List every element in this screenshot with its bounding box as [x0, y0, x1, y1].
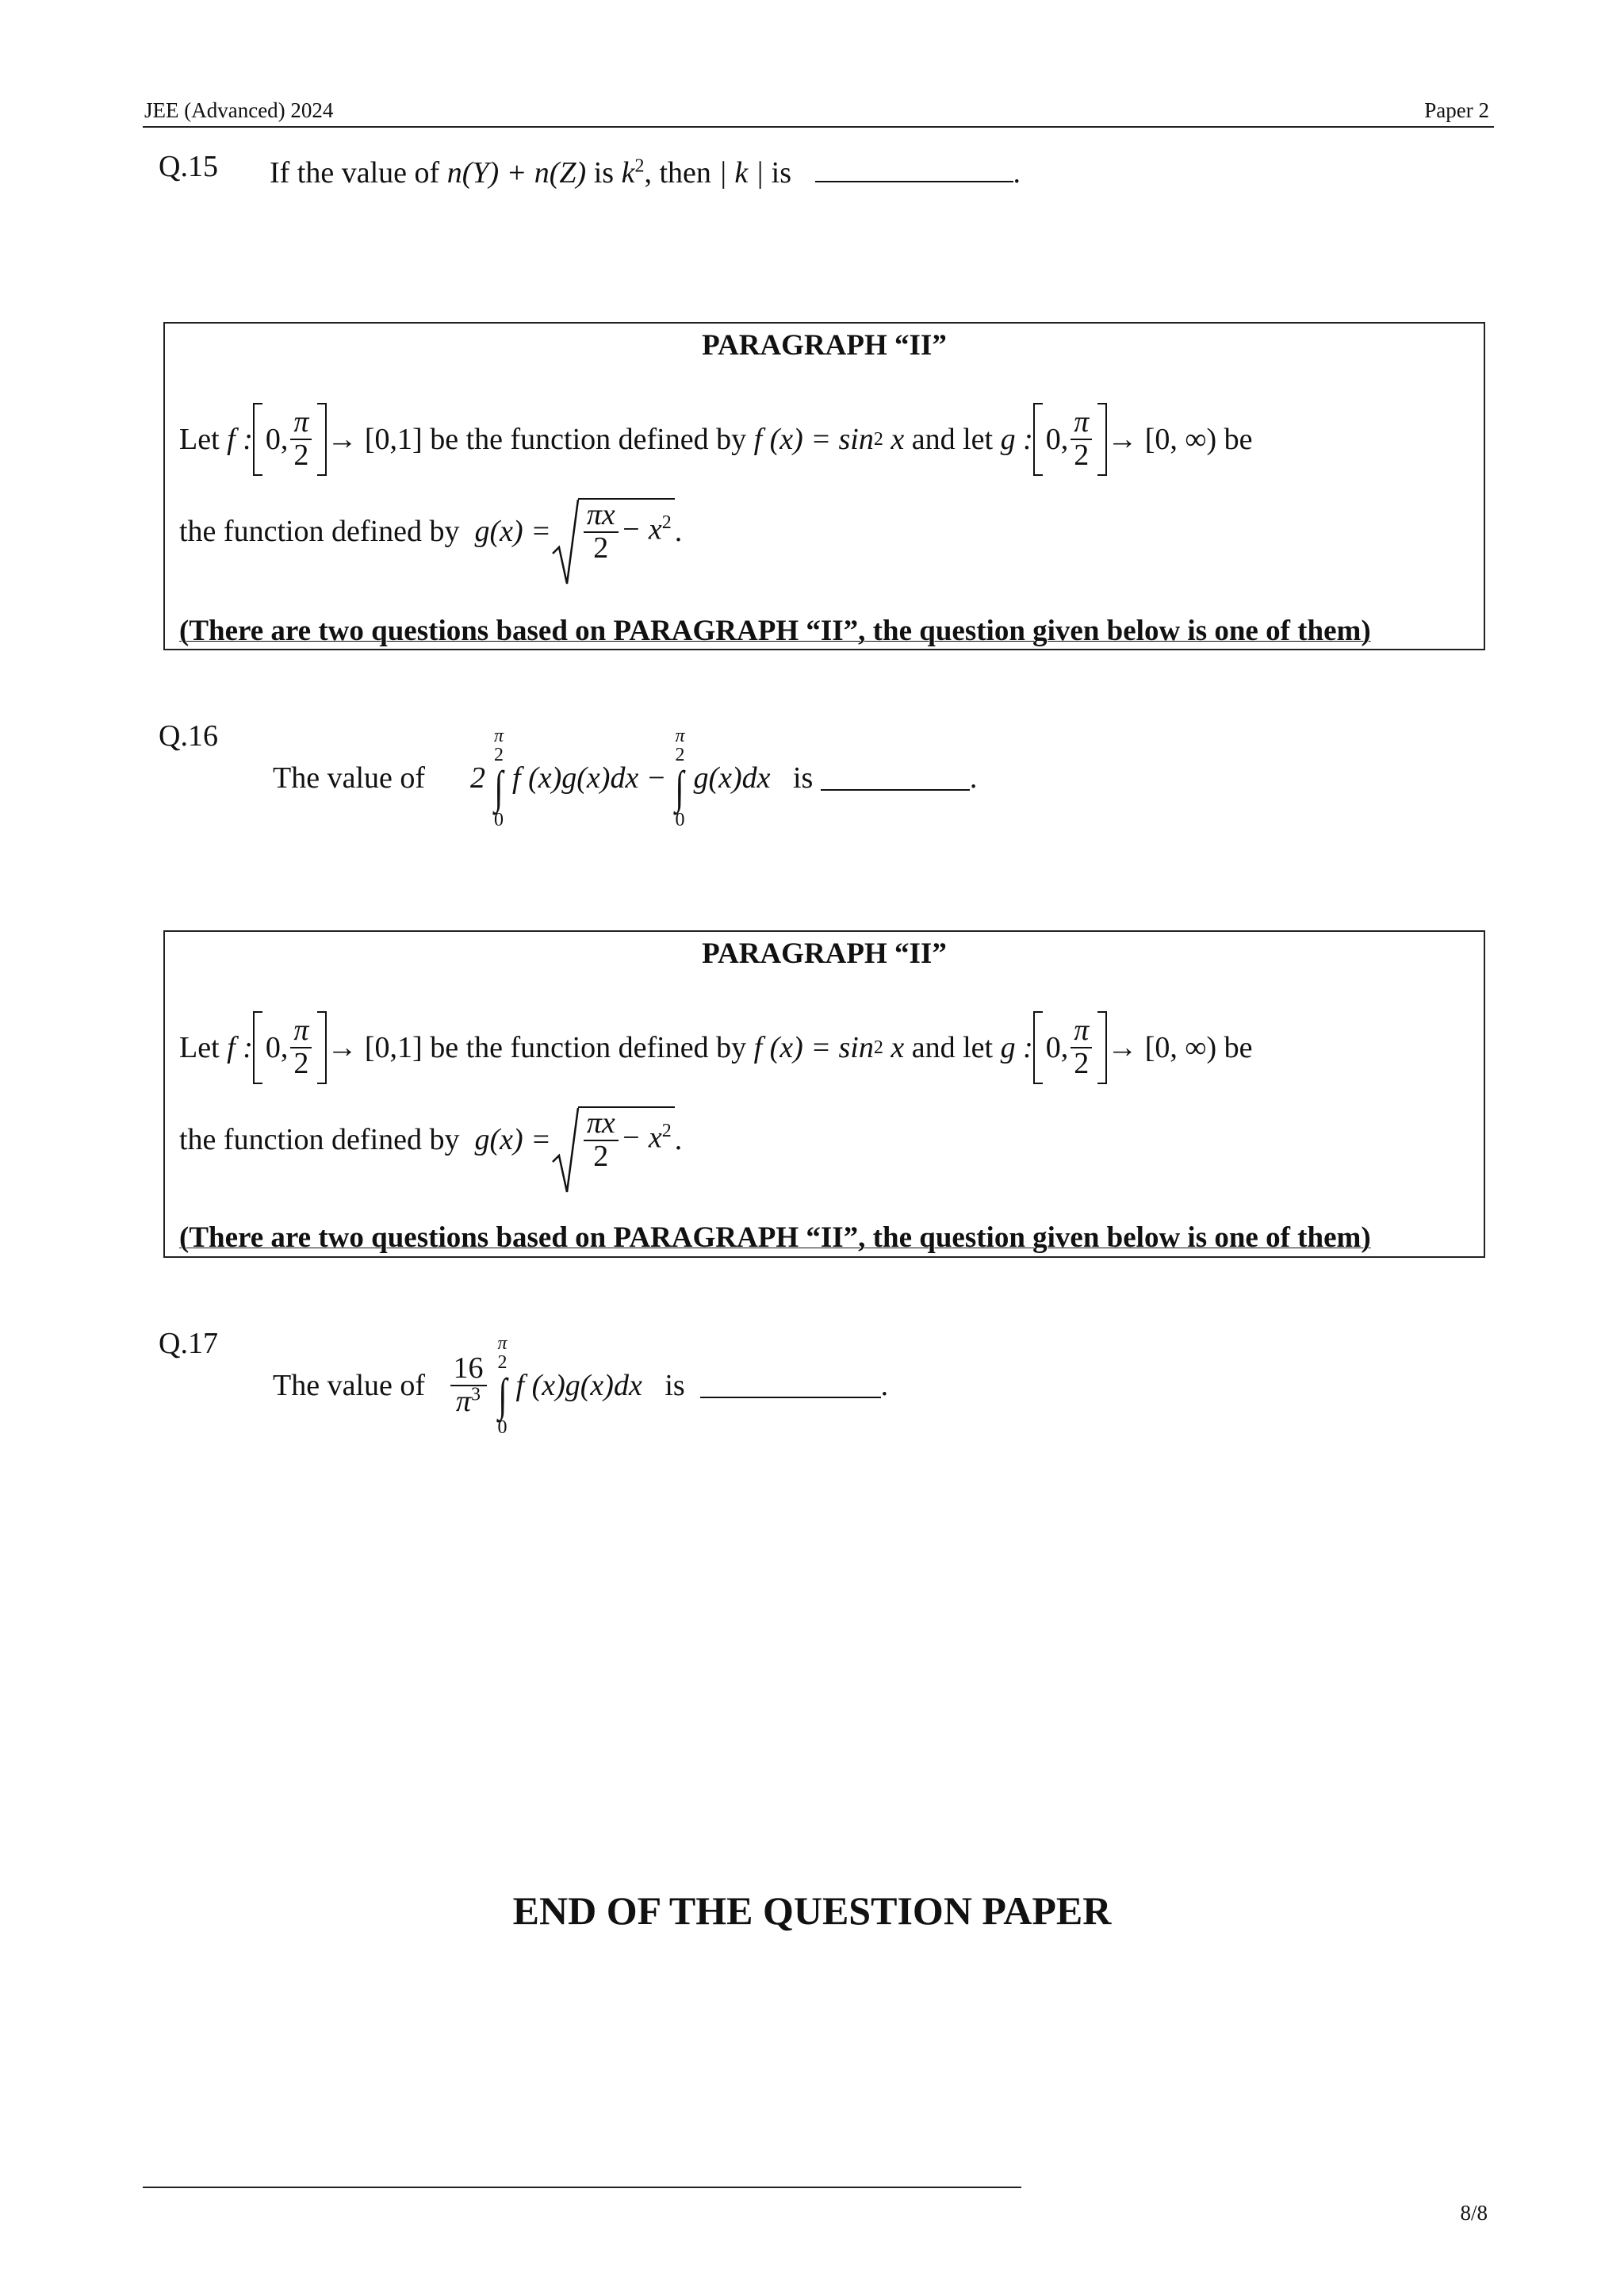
- radical-sign-icon: [551, 1106, 580, 1195]
- interval-zero: 0,: [1045, 423, 1069, 456]
- q16-integrand-1: f (x)g(x)dx −: [512, 761, 667, 795]
- q16-end: .: [969, 761, 978, 795]
- pi-over-2: $\frac{\pi}{2}$: [290, 1015, 312, 1080]
- g-definition: g(x) =: [474, 515, 551, 548]
- f-codomain: → [0,1]: [327, 423, 423, 456]
- q15-k-exponent: 2: [634, 155, 645, 177]
- f-def-x: x: [891, 1031, 905, 1064]
- question-17-text: [273, 1326, 888, 1445]
- paragraph-line-1: Let f : 0, $\frac{\pi}{2}$ → [0,1] be the function defined by f (x) = sin 2 x and let g : 0, $\frac{\pi}{2}$ → [0, ∞) be: [179, 1008, 1253, 1087]
- paragraph-box-2: [163, 930, 1485, 1258]
- q15-abs-k: | k |: [718, 156, 764, 190]
- header-exam-title: JEE (Advanced) 2024: [144, 98, 334, 122]
- right-bracket: [317, 1011, 327, 1084]
- paragraph-note: (There are two questions based on PARAGRAPH “II”, the question given below is one of them): [179, 1221, 1371, 1254]
- right-bracket: [1097, 1011, 1107, 1084]
- interval-zero: 0,: [1045, 1031, 1069, 1064]
- sqrt-expression: $\frac{\pi x}{2}$ − $x^2$: [551, 1106, 675, 1173]
- period: .: [674, 515, 683, 548]
- pi-over-2: $\frac{\pi}{2}$: [1071, 407, 1092, 472]
- line2-text: the function defined by: [179, 515, 460, 548]
- g-codomain: → [0, ∞): [1107, 423, 1217, 456]
- and-let-text: and let: [911, 423, 994, 456]
- paragraph-title: PARAGRAPH “II”: [702, 937, 947, 970]
- pi-over-2: $\frac{\pi}{2}$: [290, 407, 312, 472]
- q17-answer-blank: [700, 1373, 881, 1398]
- pi-over-2: $\frac{\pi}{2}$: [1071, 1015, 1092, 1080]
- question-number-15: Q.15: [159, 150, 218, 183]
- paragraph-note: (There are two questions based on PARAGRAPH “II”, the question given below is one of them): [179, 615, 1371, 647]
- q15-is: is: [593, 156, 615, 190]
- interval-zero: 0,: [265, 1031, 289, 1064]
- defined-by-text: be the function defined by: [430, 1031, 747, 1064]
- page-number: 8/8: [1460, 2201, 1488, 2225]
- integral-sign-2: π 2 ∫ 0: [675, 726, 685, 830]
- header-paper-label: Paper 2: [1424, 98, 1489, 122]
- f-definition: f (x) = sin: [753, 1031, 874, 1064]
- end-of-paper-title: END OF THE QUESTION PAPER: [512, 1888, 1112, 1933]
- defined-by-text: be the function defined by: [430, 423, 747, 456]
- left-bracket: [253, 1011, 262, 1084]
- f-def-x: x: [891, 423, 905, 456]
- q16-answer-blank: [821, 765, 970, 791]
- sqrt-expression: $\frac{\pi x}{2}$ − $x^2$: [551, 498, 675, 565]
- interval-zero: 0,: [265, 423, 289, 456]
- question-15-text: [270, 155, 1021, 190]
- left-bracket: [1033, 1011, 1043, 1084]
- f-codomain: → [0,1]: [327, 1031, 423, 1064]
- paragraph-line-1: Let f : 0, $\frac{\pi}{2}$ → [0,1] be the function defined by f (x) = sin 2 x and let g : 0, $\frac{\pi}{2}$ → [0, ∞) be: [179, 400, 1253, 479]
- and-let-text: and let: [911, 1031, 994, 1064]
- right-bracket: [317, 403, 327, 476]
- q16-coefficient: 2: [470, 761, 486, 795]
- q16-is: is: [793, 761, 814, 795]
- f-definition: f (x) = sin: [753, 423, 874, 456]
- right-bracket: [1097, 403, 1107, 476]
- question-16-text: [273, 719, 977, 838]
- radical-sign-icon: [551, 498, 580, 587]
- q17-value-of: The value of: [273, 1369, 426, 1402]
- g-codomain: → [0, ∞): [1107, 1031, 1217, 1064]
- footer-rule: [143, 2187, 1021, 2188]
- q17-end: .: [880, 1369, 889, 1402]
- be-word: be: [1224, 423, 1253, 456]
- paragraph-box-1: [163, 322, 1485, 650]
- paragraph-title: PARAGRAPH “II”: [702, 329, 947, 362]
- question-number-16: Q.16: [159, 719, 218, 753]
- left-bracket: [1033, 403, 1043, 476]
- integral-sign-1: π 2 ∫ 0: [494, 726, 504, 830]
- q15-intro: If the value of: [270, 156, 440, 190]
- left-bracket: [253, 403, 262, 476]
- paragraph-line-2: [179, 1095, 682, 1184]
- paragraph-line-2: [179, 487, 682, 576]
- q17-fraction: $\frac{16}{\pi^3}$: [450, 1353, 487, 1418]
- g-map: g :: [1000, 423, 1033, 456]
- let-word: Let: [179, 1031, 220, 1064]
- q16-integrand-2: g(x)dx: [693, 761, 771, 795]
- line2-text: the function defined by: [179, 1123, 460, 1156]
- q15-answer-blank: [815, 157, 1013, 182]
- q17-is: is: [665, 1369, 685, 1402]
- q15-end: .: [1013, 156, 1021, 190]
- header-rule: [143, 126, 1494, 128]
- q15-then: , then: [644, 156, 711, 190]
- question-number-17: Q.17: [159, 1327, 218, 1360]
- q15-is-2: is: [771, 156, 792, 190]
- q15-expression: n(Y) + n(Z): [446, 156, 587, 190]
- q17-integrand: f (x)g(x)dx: [515, 1369, 642, 1402]
- integral-sign-3: π 2 ∫ 0: [497, 1333, 508, 1438]
- q15-k: k: [621, 156, 635, 190]
- f-map: f :: [227, 1031, 253, 1064]
- period: .: [674, 1123, 683, 1156]
- q16-value-of: The value of: [273, 761, 426, 795]
- f-map: f :: [227, 423, 253, 456]
- g-definition: g(x) =: [474, 1123, 551, 1156]
- be-word: be: [1224, 1031, 1253, 1064]
- let-word: Let: [179, 423, 220, 456]
- g-map: g :: [1000, 1031, 1033, 1064]
